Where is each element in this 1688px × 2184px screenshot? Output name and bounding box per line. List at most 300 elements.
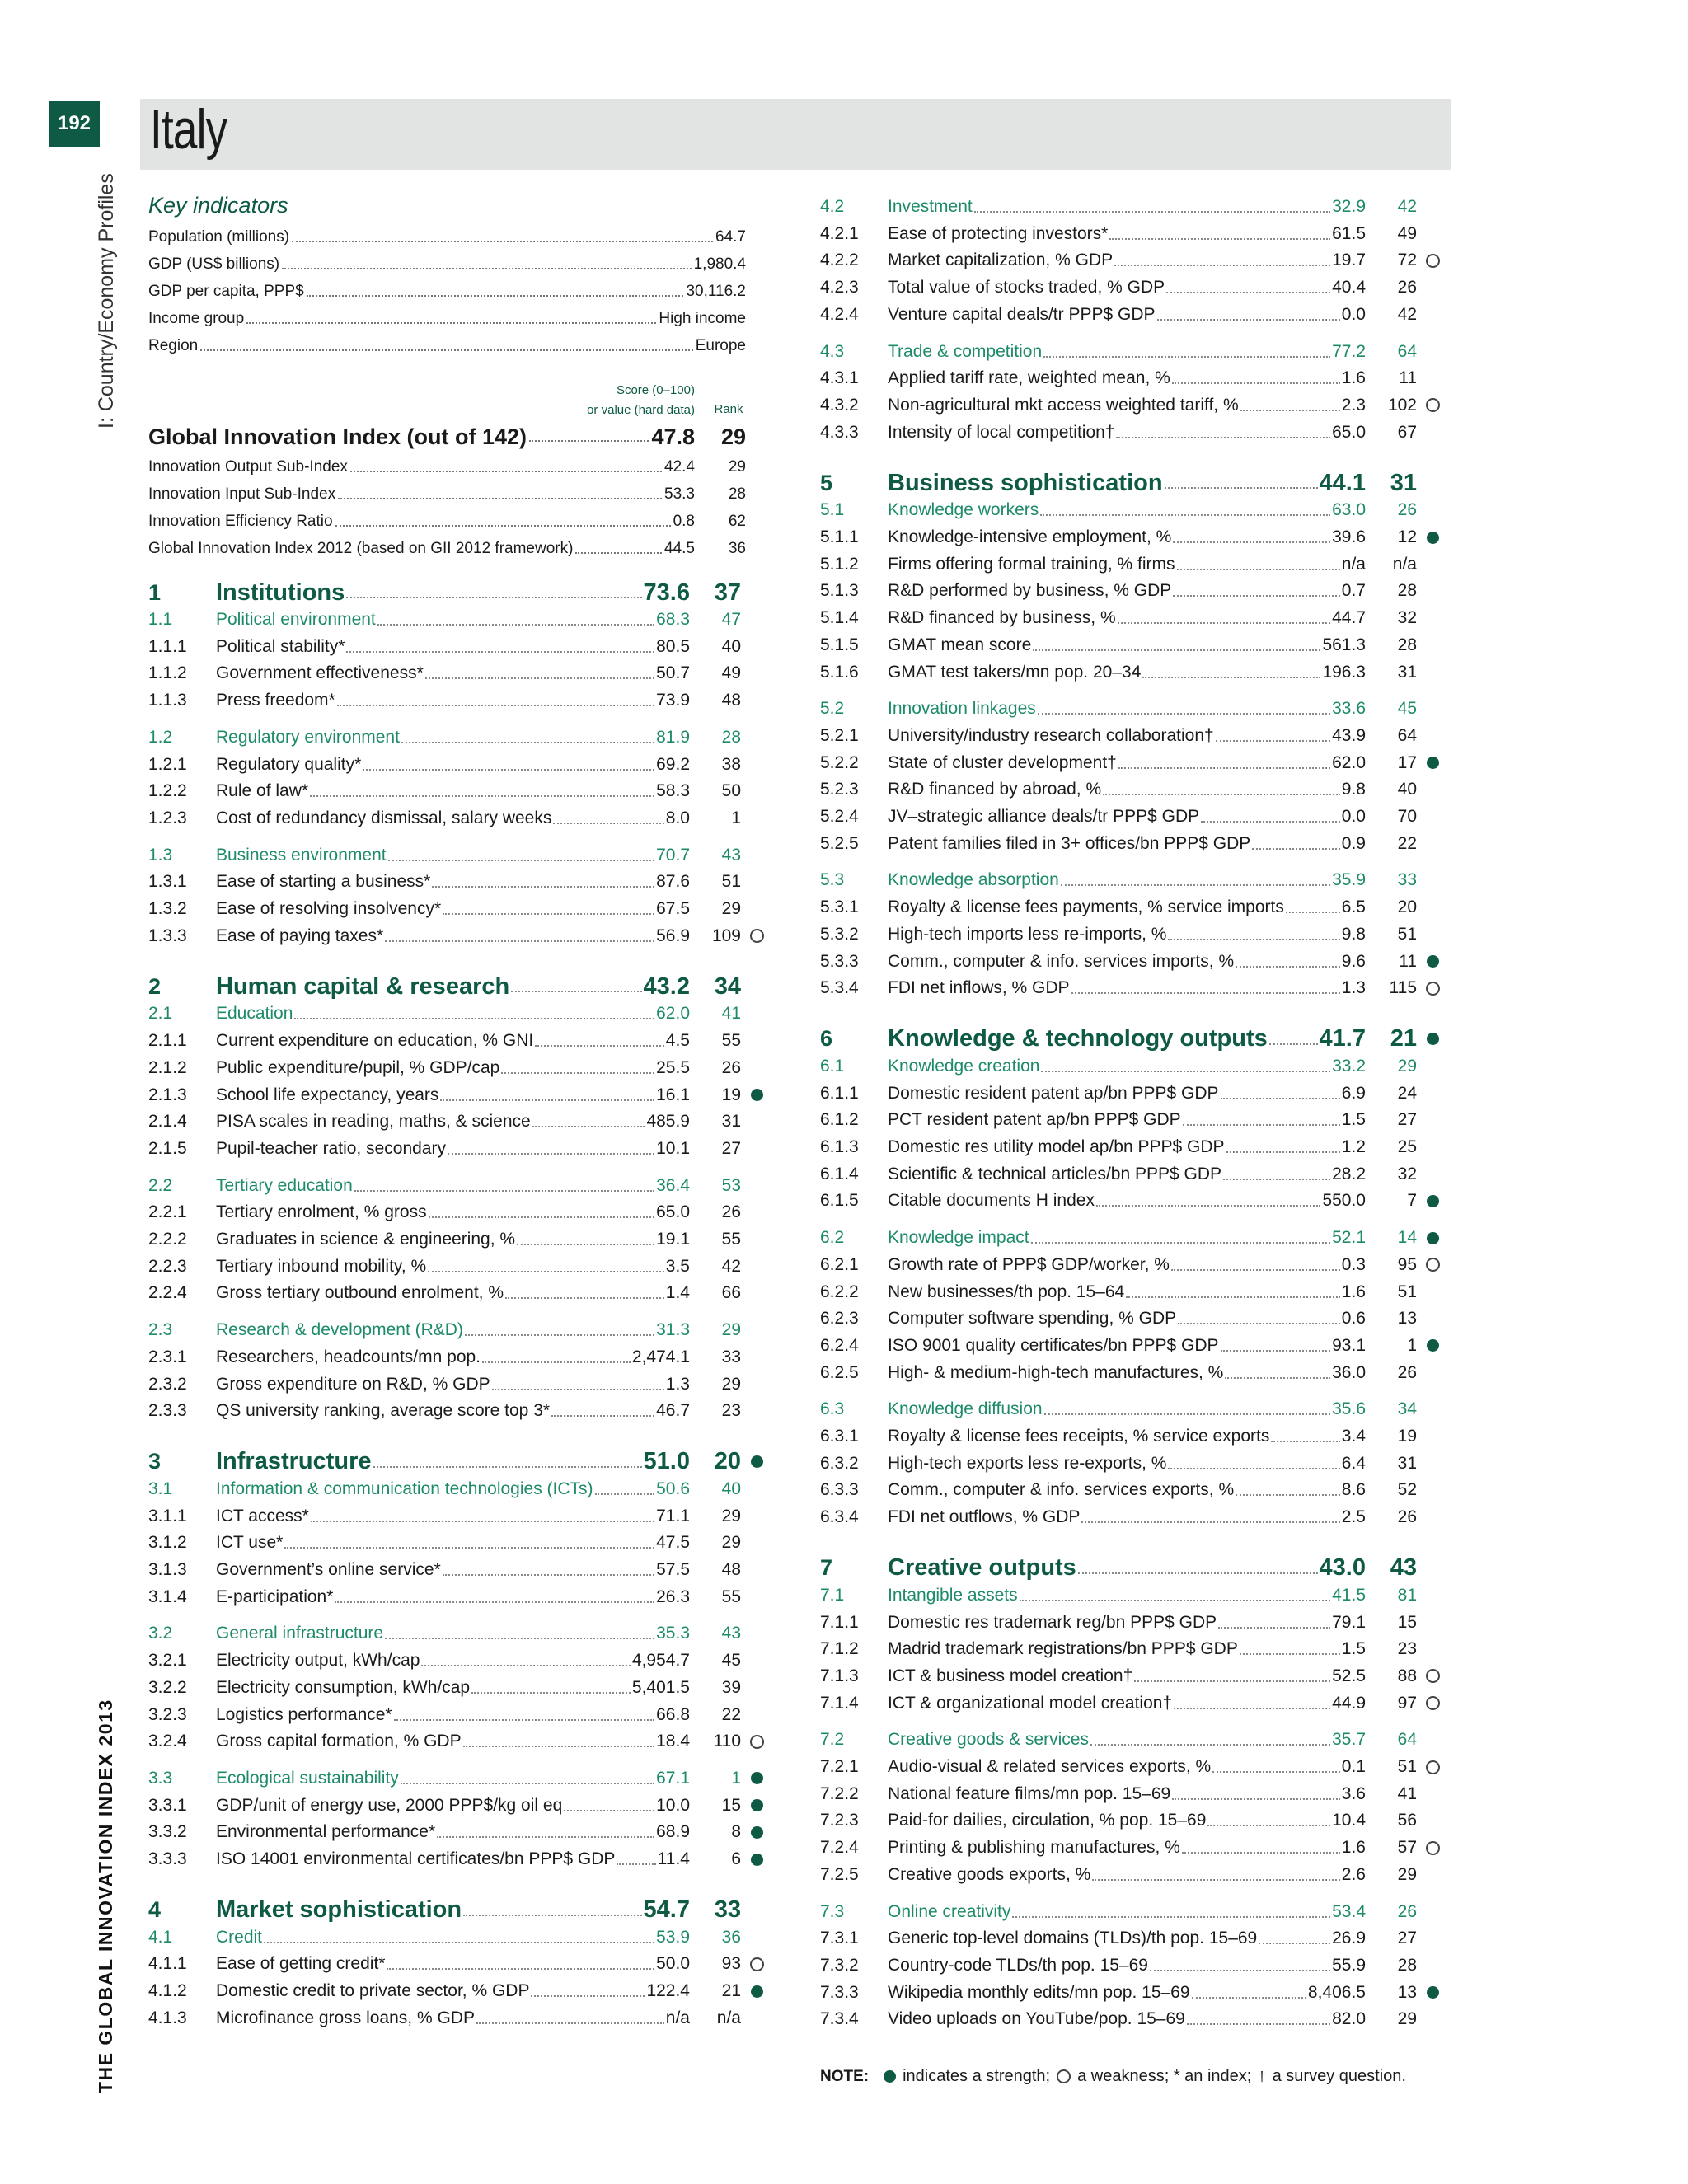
dot-leader — [465, 1334, 654, 1336]
indicator-code: 5.1.1 — [820, 527, 859, 546]
indicator-label: Paid-for dailies, circulation, % pop. 15–69 — [888, 1811, 1207, 1830]
dot-leader — [1168, 1468, 1339, 1469]
pillar-row — [148, 971, 772, 1002]
indicator-code: 5 — [820, 470, 833, 495]
indicator-code: 1.2 — [148, 727, 173, 747]
indicator-code: 3.2.2 — [148, 1677, 187, 1697]
indicator-rank: 13 — [1397, 1309, 1417, 1329]
indicator-row — [148, 660, 772, 687]
dot-leader — [1041, 1071, 1330, 1072]
indicator-row — [148, 1226, 772, 1253]
dot-leader — [1092, 1879, 1340, 1881]
dot-leader — [282, 268, 692, 269]
marker-cell — [741, 1799, 772, 1811]
indicator-code: 3.1.1 — [148, 1506, 187, 1526]
indicator-code: 5.1.5 — [820, 635, 859, 654]
indicator-label: JV–strategic alliance deals/tr PPP$ GDP — [888, 807, 1200, 826]
indicator-code: 7.3.4 — [820, 2009, 859, 2029]
indicator-rank: 55 — [721, 1230, 741, 1249]
indicator-score: 41.7 — [1319, 1025, 1366, 1052]
dot-leader — [1173, 595, 1340, 597]
indicator-label: Total value of stocks traded, % GDP — [888, 278, 1165, 298]
indicator-score: 1.3 — [1341, 978, 1366, 998]
indicator-rank: 66 — [721, 1283, 741, 1303]
indicator-score: 35.3 — [656, 1624, 690, 1643]
dot-leader — [401, 742, 654, 743]
indicator-label: Government’s online service* — [216, 1560, 441, 1579]
marker-cell — [741, 1826, 772, 1839]
sidebar-top-text: I: Country/Economy Profiles — [95, 173, 118, 429]
indicator-rank: 25 — [1397, 1137, 1417, 1156]
indicator-score: 16.1 — [656, 1085, 690, 1104]
indicator-score: 36.0 — [1332, 1362, 1366, 1382]
indicator-rank: 22 — [721, 1704, 741, 1724]
indicator-row — [820, 1952, 1448, 1979]
indicator-label: ICT access* — [216, 1506, 309, 1526]
dot-leader — [1225, 1377, 1330, 1379]
indicator-label: Online creativity — [888, 1901, 1011, 1921]
indicator-rank: 29 — [721, 1533, 741, 1553]
indicator-code: 1.3.1 — [148, 872, 187, 892]
indicator-rank: 53 — [721, 1175, 741, 1195]
indicator-row — [820, 1636, 1448, 1662]
dot-leader — [501, 1072, 654, 1074]
indicator-row — [820, 1107, 1448, 1133]
indicator-row — [820, 365, 1448, 391]
indicator-label: Electricity output, kWh/cap — [216, 1651, 420, 1671]
dot-leader — [1142, 677, 1320, 678]
indicator-label: Ecological sustainability — [216, 1768, 399, 1788]
key-indicator-value: 64.7 — [715, 227, 746, 246]
pillar-row — [148, 577, 772, 608]
dot-leader — [471, 1692, 631, 1694]
subpillar-row — [820, 1396, 1448, 1422]
indicator-label: Country-code TLDs/th pop. 15–69 — [888, 1955, 1148, 1975]
key-indicator-label: Population (millions) — [148, 227, 290, 246]
indicator-row — [148, 923, 772, 949]
indicator-code: 1 — [148, 579, 162, 605]
note-strength-text: indicates a strength; — [903, 2067, 1051, 2085]
indicator-row — [148, 1793, 772, 1819]
indicator-label: Pupil-teacher ratio, secondary — [216, 1138, 446, 1158]
indicator-label: Researchers, headcounts/mn pop. — [216, 1347, 481, 1366]
indicator-code: 6.1.2 — [820, 1110, 859, 1130]
indicator-rank: 81 — [1397, 1585, 1417, 1605]
indicator-rank: 29 — [721, 1506, 741, 1526]
page-number: 192 — [49, 101, 100, 147]
dot-leader — [1020, 1600, 1331, 1601]
weakness-circle-icon — [1426, 1669, 1440, 1683]
indicator-row — [148, 687, 772, 714]
indicator-code: 2.2.3 — [148, 1256, 187, 1276]
indicator-row — [148, 1344, 772, 1371]
weakness-circle-icon — [1426, 982, 1440, 996]
indicator-rank: 93 — [721, 1954, 741, 1974]
indicator-score: 61.5 — [1332, 223, 1366, 243]
weakness-circle-icon — [750, 1735, 764, 1749]
subpillar-row — [820, 194, 1448, 220]
gii-rank: 29 — [720, 424, 746, 449]
indicator-rank: 43 — [721, 1624, 741, 1643]
indicator-label: National feature films/mn pop. 15–69 — [888, 1783, 1171, 1803]
indicator-label: Regulatory environment — [216, 727, 400, 747]
dot-leader — [476, 2022, 664, 2024]
indicator-score: 3.6 — [1341, 1783, 1366, 1803]
indicator-code: 6 — [820, 1026, 833, 1052]
indicator-score: 0.9 — [1341, 833, 1366, 853]
indicator-score: 485.9 — [646, 1112, 690, 1132]
indicator-rank: 29 — [721, 1320, 741, 1340]
indicator-rank: 67 — [1397, 422, 1417, 442]
dot-leader — [1078, 1572, 1318, 1574]
indicator-label: ICT use* — [216, 1533, 284, 1553]
indicator-score: 82.0 — [1332, 2009, 1366, 2029]
indicator-code: 1.3.3 — [148, 926, 187, 945]
indicator-rank: 51 — [1397, 924, 1417, 944]
indicator-label: School life expectancy, years — [216, 1085, 439, 1104]
indicator-row — [148, 1055, 772, 1081]
indicator-row — [820, 1252, 1448, 1278]
indicator-code: 6.1.3 — [820, 1137, 859, 1156]
indicator-label: Knowledge impact — [888, 1228, 1029, 1248]
indicator-rank: 29 — [721, 899, 741, 918]
dot-leader — [511, 991, 641, 992]
indicator-rank: 1 — [731, 808, 741, 827]
indicator-code: 5.2.2 — [820, 752, 859, 772]
indicator-code: 5.2 — [820, 699, 845, 719]
indicator-label: Microfinance gross loans, % GDP — [216, 2008, 475, 2027]
dot-leader — [1207, 1825, 1330, 1826]
indicator-code: 5.2.4 — [820, 807, 859, 826]
indicator-rank: 1 — [1407, 1335, 1417, 1355]
indicator-rank: 28 — [1397, 635, 1417, 654]
indicator-score: 0.1 — [1341, 1757, 1366, 1776]
dot-leader — [1174, 1708, 1330, 1709]
weakness-circle-icon — [1426, 1696, 1440, 1710]
indicator-label: Comm., computer & info. services imports, % — [888, 951, 1235, 971]
indicator-code: 5.1.3 — [820, 581, 859, 601]
strength-dot-icon — [751, 1772, 763, 1784]
indicator-rank: 17 — [1397, 752, 1417, 772]
indicator-code: 2.2 — [148, 1175, 173, 1195]
dot-leader — [463, 1915, 641, 1916]
indicator-code: 4.3.1 — [820, 368, 859, 388]
dot-leader — [1212, 1771, 1340, 1773]
indicator-score: 0.7 — [1341, 581, 1366, 601]
indicator-score: 1.6 — [1341, 1282, 1366, 1301]
indicator-label: Royalty & license fees payments, % service imports — [888, 898, 1284, 917]
indicator-label: Knowledge creation — [888, 1056, 1040, 1076]
subpillar-row — [148, 1924, 772, 1951]
indicator-score: 2.6 — [1341, 1864, 1366, 1884]
indicator-rank: n/a — [1392, 554, 1417, 574]
subpillar-row — [820, 339, 1448, 365]
indicator-row — [148, 1675, 772, 1701]
indicator-score: 35.6 — [1332, 1399, 1366, 1419]
indicator-code: 2.1.3 — [148, 1085, 187, 1104]
indicator-label: GMAT test takers/mn pop. 20–34 — [888, 662, 1142, 682]
indicator-label: Government effectiveness* — [216, 663, 424, 683]
indicator-code: 1.2.3 — [148, 808, 187, 827]
pillar-row — [148, 1446, 772, 1478]
indicator-row — [148, 805, 772, 832]
indicator-code: 2.3 — [148, 1320, 173, 1340]
indicator-row — [820, 750, 1448, 776]
indicator-code: 6.3.2 — [820, 1453, 859, 1473]
dot-leader — [1071, 992, 1340, 994]
indicator-score: 2,474.1 — [631, 1347, 690, 1366]
indicator-row — [820, 551, 1448, 578]
indicator-label: Gross tertiary outbound enrolment, % — [216, 1283, 504, 1303]
indicator-score: 66.8 — [656, 1704, 690, 1724]
gii-score: 44.5 — [664, 539, 695, 557]
marker-cell — [1417, 1986, 1448, 1999]
indicator-rank: 31 — [1397, 662, 1417, 682]
dot-leader — [463, 1746, 655, 1747]
indicator-label: Venture capital deals/tr PPP$ GDP — [888, 304, 1156, 324]
indicator-label: Gross expenditure on R&D, % GDP — [216, 1374, 490, 1394]
gii-rank: 36 — [728, 539, 746, 557]
indicator-row — [820, 1980, 1448, 2006]
dot-leader — [387, 1968, 654, 1970]
indicator-rank: 40 — [721, 1479, 741, 1498]
indicator-code: 2.1.5 — [148, 1138, 187, 1158]
marker-cell — [741, 1772, 772, 1784]
indicator-rank: 55 — [721, 1031, 741, 1051]
dot-leader — [350, 471, 662, 472]
dot-leader — [1165, 487, 1318, 489]
indicator-label: Business environment — [216, 845, 387, 865]
subpillar-row — [148, 842, 772, 869]
indicator-score: 32.9 — [1332, 197, 1366, 216]
indicator-code: 2 — [148, 973, 162, 999]
weakness-circle-icon — [750, 929, 764, 943]
indicator-code: 3.2.4 — [148, 1732, 187, 1751]
indicator-row — [820, 894, 1448, 921]
indicator-score: 35.7 — [1332, 1730, 1366, 1750]
indicator-code: 4.1 — [148, 1927, 173, 1947]
indicator-score: 4,954.7 — [631, 1651, 690, 1671]
indicator-label: Citable documents H index — [888, 1191, 1095, 1211]
dot-leader — [388, 860, 655, 861]
indicator-code: 6.1.5 — [820, 1191, 859, 1211]
key-indicators — [148, 193, 746, 359]
indicator-rank: 56 — [1397, 1811, 1417, 1830]
indicator-row — [148, 1557, 772, 1583]
indicator-row — [820, 419, 1448, 446]
strength-dot-icon — [1427, 1195, 1439, 1207]
indicator-rank: 42 — [721, 1256, 741, 1276]
indicator-row — [148, 896, 772, 922]
indicator-code: 4.2.3 — [820, 278, 859, 298]
subpillar-row — [148, 1001, 772, 1027]
gii-label: Global Innovation Index (out of 142) — [148, 424, 528, 449]
indicator-code: 7.2.3 — [820, 1811, 859, 1830]
indicator-label: Rule of law* — [216, 781, 309, 801]
indicator-label: R&D financed by abroad, % — [888, 780, 1102, 799]
indicator-code: 5.1.2 — [820, 554, 859, 574]
indicator-score: 8,406.5 — [1307, 1982, 1366, 2002]
indicator-score: 10.4 — [1332, 1811, 1366, 1830]
indicator-code: 2.1 — [148, 1004, 173, 1024]
indicator-score: 70.7 — [656, 845, 690, 865]
indicator-rank: 15 — [721, 1795, 741, 1815]
marker-cell — [741, 1735, 772, 1749]
indicator-rank: 51 — [1397, 1282, 1417, 1301]
key-indicator-label: GDP (US$ billions) — [148, 255, 280, 273]
gii-score: 47.8 — [651, 424, 695, 449]
indicator-score: 26.3 — [656, 1586, 690, 1606]
dot-leader — [505, 1297, 664, 1299]
dot-leader — [529, 440, 649, 442]
indicator-rank: 31 — [1390, 469, 1417, 496]
strength-dot-icon — [751, 1799, 763, 1811]
title-bar — [140, 99, 1451, 170]
dot-leader — [385, 940, 654, 942]
indicator-code: 6.2 — [820, 1228, 845, 1248]
indicator-label: QS university ranking, average score top 3* — [216, 1401, 551, 1421]
dot-leader — [1116, 437, 1330, 438]
dot-leader — [429, 1216, 655, 1218]
indicator-rank: 29 — [1397, 1864, 1417, 1884]
indicator-label: Market sophistication — [216, 1896, 462, 1924]
dot-leader — [1221, 1098, 1340, 1099]
indicator-score: 19.1 — [656, 1230, 690, 1249]
indicator-code: 7.3.3 — [820, 1982, 859, 2002]
indicator-score: 11.4 — [657, 1849, 690, 1868]
note-label: NOTE: — [820, 2067, 870, 2085]
indicator-score: 6.5 — [1341, 898, 1366, 917]
indicator-label: Intensity of local competition† — [888, 422, 1115, 442]
indicator-score: 65.0 — [1332, 422, 1366, 442]
gii-rank: 28 — [728, 485, 746, 503]
indicator-code: 7.1.1 — [820, 1612, 859, 1632]
marker-cell — [1417, 1841, 1448, 1855]
indicator-code: 4.3 — [820, 341, 845, 361]
indicator-row — [820, 1360, 1448, 1386]
indicator-label: FDI net outflows, % GDP — [888, 1507, 1081, 1527]
indicator-rank: 64 — [1397, 341, 1417, 361]
indicator-code: 4.2.4 — [820, 304, 859, 324]
indicator-score: 3.5 — [665, 1256, 690, 1276]
indicator-rank: 102 — [1387, 395, 1417, 415]
dot-leader — [1096, 1205, 1320, 1207]
key-indicator-row — [148, 332, 746, 359]
key-indicators-title: Key indicators — [148, 193, 288, 218]
dot-leader — [1236, 1494, 1340, 1496]
dot-leader — [363, 769, 654, 771]
key-indicator-label: Income group — [148, 309, 245, 327]
indicator-score: 3.4 — [1341, 1427, 1366, 1446]
indicator-row — [820, 1754, 1448, 1780]
indicator-label: Press freedom* — [216, 691, 335, 710]
indicator-label: Ease of protecting investors* — [888, 223, 1109, 243]
indicator-code: 4.3.2 — [820, 395, 859, 415]
indicator-rank: 42 — [1397, 197, 1417, 216]
dot-leader — [482, 1361, 631, 1363]
indicator-score: 50.0 — [656, 1954, 690, 1974]
gii-rank: 62 — [728, 512, 746, 530]
dot-leader — [1044, 1413, 1331, 1415]
indicator-label: Knowledge workers — [888, 500, 1039, 520]
indicator-score: 0.0 — [1341, 304, 1366, 324]
indicator-row — [820, 632, 1448, 658]
dot-leader — [335, 1601, 654, 1603]
indicator-row — [148, 1028, 772, 1054]
indicator-rank: 42 — [1397, 304, 1417, 324]
indicator-row — [148, 1199, 772, 1226]
indicator-code: 3.3.1 — [148, 1795, 187, 1815]
dot-leader — [1118, 622, 1330, 624]
indicator-label: Current expenditure on education, % GNI — [216, 1031, 534, 1051]
indicator-code: 4.3.3 — [820, 422, 859, 442]
indicator-code: 5.1.6 — [820, 662, 859, 682]
indicator-label: High-tech imports less re-imports, % — [888, 924, 1167, 944]
indicator-row — [820, 1305, 1448, 1332]
indicator-rank: 55 — [721, 1586, 741, 1606]
indicator-label: GMAT mean score — [888, 635, 1032, 654]
indicator-code: 7 — [820, 1555, 833, 1581]
indicator-label: Logistics performance* — [216, 1704, 392, 1724]
note-survey-text: a survey question. — [1272, 2067, 1406, 2085]
indicator-rank: 19 — [1397, 1427, 1417, 1446]
indicator-rank: 22 — [1397, 833, 1417, 853]
dot-leader — [1090, 1744, 1330, 1746]
indicator-rank: 33 — [1397, 870, 1417, 890]
indicator-rank: 51 — [721, 872, 741, 892]
indicator-score: 1.5 — [1341, 1639, 1366, 1659]
gii-label: Innovation Input Sub-Index — [148, 485, 336, 503]
indicator-score: 2.3 — [1341, 395, 1366, 415]
indicator-row — [820, 1279, 1448, 1305]
indicator-label: Gross capital formation, % GDP — [216, 1732, 462, 1751]
indicator-code: 1.2.2 — [148, 781, 187, 801]
dot-leader — [310, 795, 654, 797]
key-indicator-row — [148, 305, 746, 332]
indicator-rank: 14 — [1397, 1228, 1417, 1248]
indicator-score: 19.7 — [1332, 251, 1366, 270]
indicator-score: 51.0 — [643, 1448, 690, 1475]
dot-leader — [1114, 265, 1330, 266]
dot-leader — [974, 211, 1330, 213]
indicator-rank: 33 — [721, 1347, 741, 1366]
indicator-code: 7.2.5 — [820, 1864, 859, 1884]
indicator-label: Research & development (R&D) — [216, 1320, 463, 1340]
dot-leader — [1103, 794, 1340, 795]
indicator-label: Political stability* — [216, 636, 345, 656]
indicator-rank: 41 — [1397, 1783, 1417, 1803]
indicator-score: 1.6 — [1341, 368, 1366, 388]
indicator-code: 6.3.1 — [820, 1427, 859, 1446]
indicator-score: 4.5 — [665, 1031, 690, 1051]
indicator-rank: 50 — [721, 781, 741, 801]
marker-cell — [1417, 1339, 1448, 1352]
key-indicator-label: GDP per capita, PPP$ — [148, 282, 304, 300]
indicator-row — [820, 723, 1448, 749]
indicator-row — [820, 1477, 1448, 1503]
indicator-label: Graduates in science & engineering, % — [216, 1230, 516, 1249]
gii-row — [148, 453, 746, 480]
indicator-score: 561.3 — [1322, 635, 1366, 654]
dot-leader — [1033, 649, 1320, 651]
marker-cell — [1417, 532, 1448, 544]
indicator-rank: 40 — [1397, 780, 1417, 799]
subpillar-row — [820, 1899, 1448, 1925]
dot-leader — [564, 1810, 654, 1811]
dagger-symbol: † — [1258, 2068, 1266, 2084]
indicator-code: 4.1.1 — [148, 1954, 187, 1974]
dot-leader — [385, 1638, 654, 1639]
